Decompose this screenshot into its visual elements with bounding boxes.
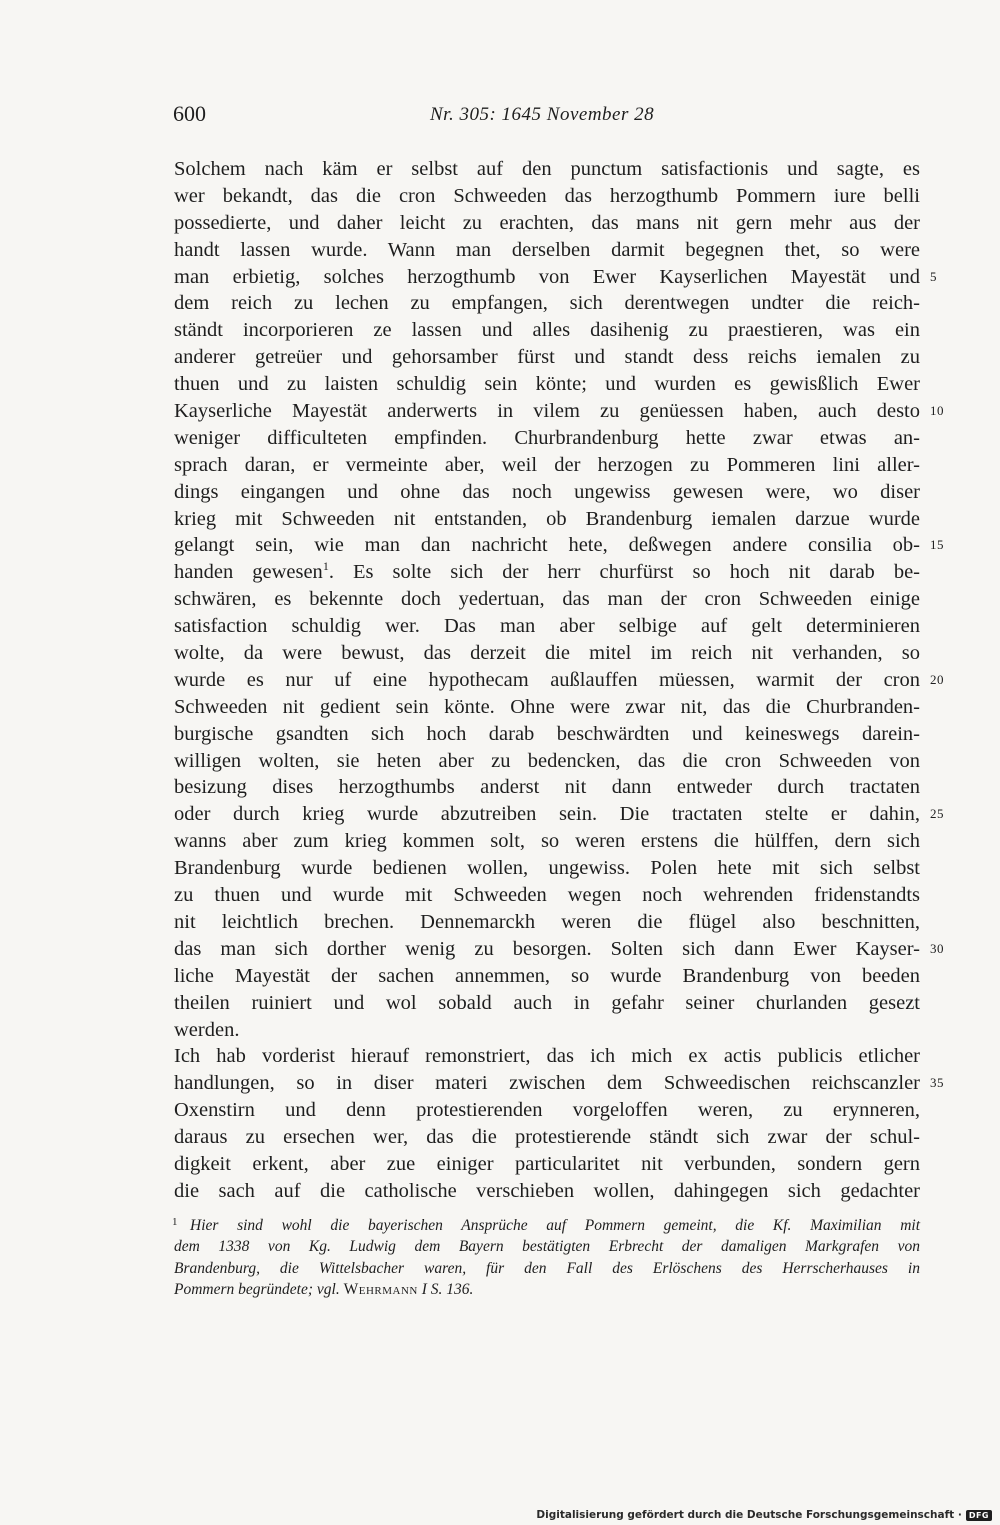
footnote-line: dem 1338 von Kg. Ludwig dem Bayern bestätigten Erbrecht der damaligen Markgrafen von [174, 1238, 920, 1256]
text-line: Solchem nach käm er selbst auf den punctum satisfactionis und sagte, es [174, 158, 920, 180]
text-line: nit leichtlich brechen. Dennemarckh weren die flügel also beschnitten, [174, 910, 920, 933]
digitization-credit [536, 1509, 992, 1521]
text-line: thuen und zu laisten schuldig sein könte; und wurden es gewisßlich Ewer [174, 373, 920, 396]
text-line: burgische gsandten sich hoch darab beschwärdten und keineswegs darein- [174, 722, 920, 745]
text-line [174, 667, 944, 694]
footnote-reference[interactable]: 1 [322, 559, 329, 574]
text-line: theilen ruiniert und wol sobald auch in gefahr seiner churlanden gesezt [174, 991, 920, 1014]
running-head: Nr. 305: 1645 November 28 [430, 104, 655, 125]
text-line: zu thuen und wurde mit Schweeden wegen noch wehrenden fridenstandts [174, 884, 920, 907]
text-line: Schweeden nit gedient sein könte. Ohne were zwar nit, das die Churbranden- [174, 695, 920, 718]
text-line-content: Kayserliche Mayestät anderwerts in vilem zu genüessen haben, auch desto [174, 400, 920, 423]
text-line: liche Mayestät der sachen annemmen, so wurde Brandenburg von beeden [174, 964, 920, 987]
line-number: 15 [930, 537, 944, 553]
footnote [174, 1215, 920, 1300]
footnote-author: Wehrmann [343, 1280, 418, 1298]
text-line [174, 398, 944, 425]
text-line: Oxenstirn und denn protestierenden vorgeloffen weren, zu erynneren, [174, 1099, 920, 1122]
text-line: schwären, es bekennte doch yedertuan, das man der cron Schweeden einige [174, 588, 920, 611]
text-line [174, 936, 944, 963]
line-number: 25 [930, 806, 944, 822]
footnote-line [174, 1215, 920, 1236]
text-line: wolte, da were bewust, das derzeit die mitel im reich nit verhanden, so [174, 642, 920, 665]
text-line [174, 264, 937, 291]
footnote-line: Brandenburg, die Wittelsbacher waren, für den Fall des Erlöschens des Herrscherhauses in [174, 1259, 920, 1277]
text-line [174, 801, 944, 828]
text-line: daraus zu ersechen wer, das die protestierende ständt sich zwar der schul- [174, 1126, 920, 1149]
text-line: Ich hab vorderist hierauf remonstriert, das ich mich ex actis publicis etlicher [174, 1045, 920, 1068]
text-line-content: wurde es nur uf eine hypothecam außlauffen müessen, warmit der cron [174, 668, 920, 691]
credit-text: Digitalisierung gefördert durch die Deutsche Forschungsgemeinschaft · [536, 1509, 962, 1521]
text-line-content: gelangt sein, wie man dan nachricht hete, deßwegen andere consilia ob- [174, 534, 920, 557]
footnote-marker: 1 [172, 1216, 178, 1228]
text-line-content: man erbietig, solches herzogthumb von Ewer Kayserlichen Mayestät und [174, 265, 920, 288]
text-line: anderer getreüer und gehorsamber fürst und standt dess reichs iemalen zu [174, 346, 920, 369]
text-line: krieg mit Schweeden nit entstanden, ob Brandenburg iemalen darzue wurde [174, 507, 920, 530]
text-line-start: handen gewesen [174, 561, 323, 584]
text-line: dings eingangen und ohne das noch ungewiss gewesen were, wo diser [174, 480, 920, 503]
page-number: 600 [173, 101, 206, 126]
footnote-text: Hier sind wohl die bayerischen Ansprüche auf Pommern gemeint, die Kf. Maximilian mit [190, 1217, 920, 1234]
text-line: handt lassen wurde. Wann man derselben darmit begegnen thet, so were [174, 238, 920, 261]
footnote-text: Pommern begründete; vgl. [174, 1280, 340, 1298]
text-line: ständt incorporieren ze lassen und alles dasihenig zu praestieren, was ein [174, 319, 920, 342]
text-line: possedierte, und daher leicht zu erachten, das mans nit gern mehr aus der [174, 211, 920, 234]
text-line: digkeit erkent, aber zue einiger particularitet nit verbunden, sondern gern [174, 1152, 920, 1175]
text-line: weniger difficulteten empfinden. Churbrandenburg hette zwar etwas an- [174, 426, 920, 449]
text-line-content: handlungen, so in diser materi zwischen dem Schweedischen reichscanzler [174, 1072, 920, 1095]
text-line: wanns aber zum krieg kommen solt, so weren erstens die hülffen, dern sich [174, 830, 920, 853]
text-line-content: oder durch krieg wurde abzutreiben sein. Die tractaten stelte er dahin, [174, 803, 920, 826]
text-line-end: . Es solte sich der herr churfürst so hoch nit darab be- [328, 561, 921, 584]
footnote-line [174, 1279, 920, 1300]
line-number: 10 [930, 403, 944, 419]
text-line: werden. [174, 1018, 240, 1041]
text-line: willigen wolten, sie heten aber zu bedencken, das die cron Schweeden von [174, 749, 920, 772]
text-line [174, 559, 920, 586]
footnote-text: I S. 136. [421, 1280, 474, 1298]
text-line: die sach auf die catholische verschieben wollen, dahingegen sich gedachter [174, 1179, 920, 1202]
line-number: 30 [930, 940, 944, 956]
dfg-logo: DFG [966, 1510, 992, 1521]
line-number: 20 [930, 671, 944, 687]
text-line: dem reich zu lechen zu empfangen, sich derentwegen undter die reich- [174, 292, 920, 315]
line-number: 5 [930, 268, 937, 284]
text-line: wer bekandt, das die cron Schweeden das herzogthumb Pommern iure belli [174, 184, 920, 207]
text-line: sprach daran, er vermeinte aber, weil der herzogen zu Pommeren lini aller- [174, 453, 920, 476]
body-text [174, 156, 944, 1205]
text-line [174, 1070, 944, 1097]
text-line [174, 532, 944, 559]
text-line: satisfaction schuldig wer. Das man aber selbige auf gelt determinieren [174, 615, 920, 638]
line-number: 35 [930, 1075, 944, 1091]
text-line: Brandenburg wurde bedienen wollen, ungewiss. Polen hete mit sich selbst [174, 857, 920, 880]
text-line-content: das man sich dorther wenig zu besorgen. Solten sich dann Ewer Kayser- [174, 937, 920, 960]
text-line: besizung dises herzogthumbs anderst nit dann entweder durch tractaten [174, 776, 920, 799]
